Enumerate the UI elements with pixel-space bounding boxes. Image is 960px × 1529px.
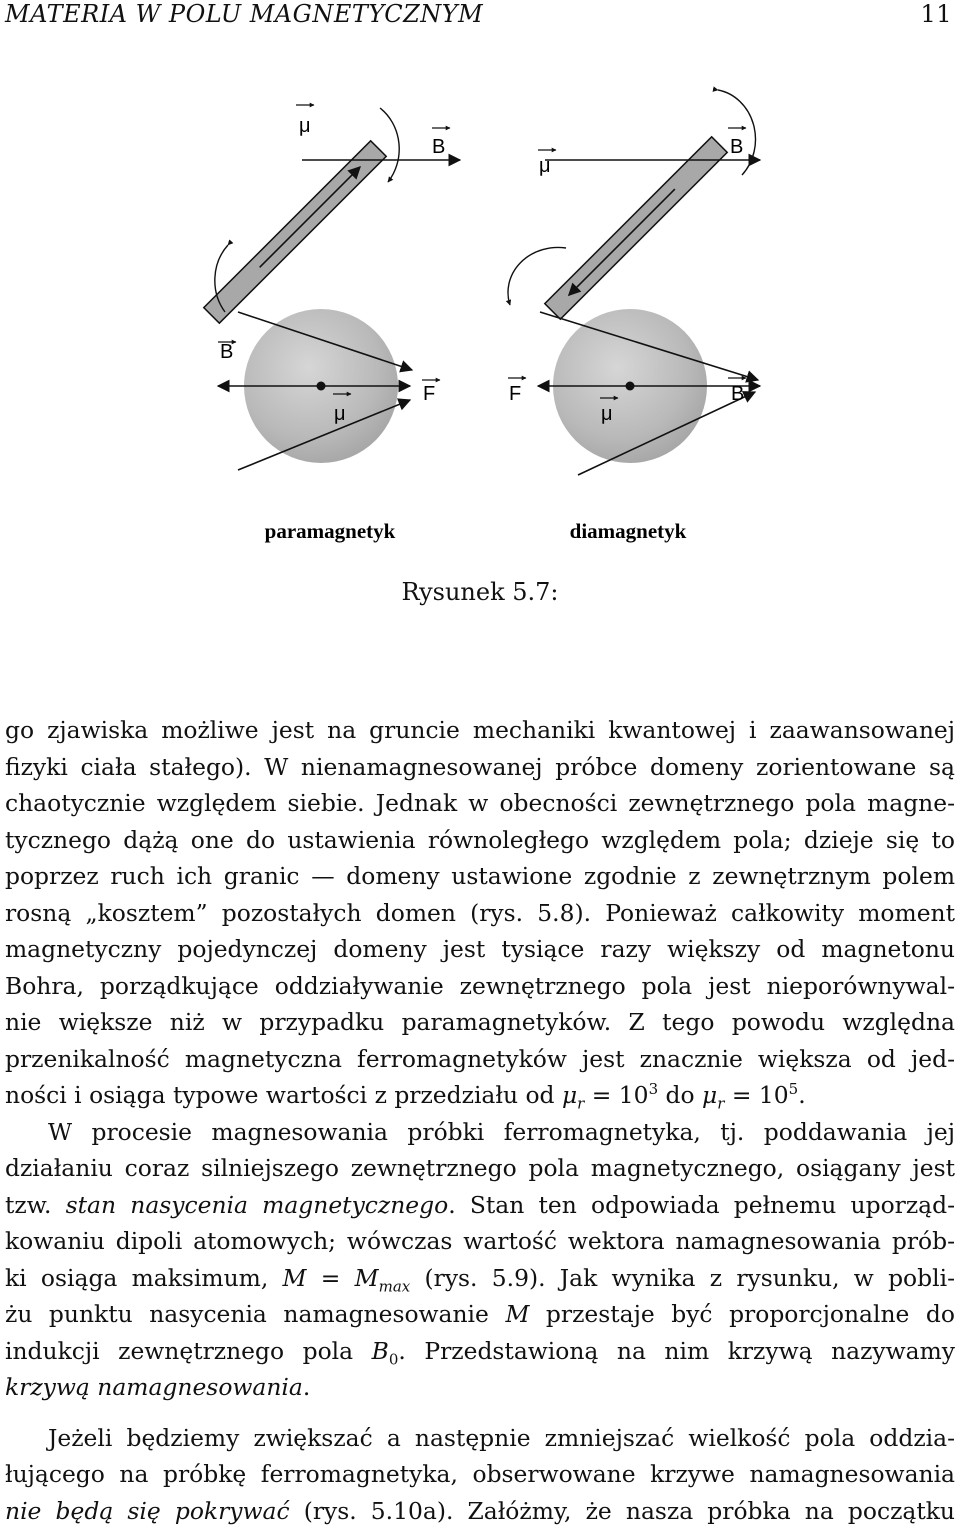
text-line: magnetyczny pojedynczej domeny jest tysiące razy większy od magnetonu [5, 931, 955, 968]
paramagnet-rod-diagram [189, 80, 460, 323]
running-head [0, 0, 960, 30]
text-line: tzw. stan nasycenia magnetycznego. Stan ten odpowiada pełnemu uporząd- [5, 1187, 955, 1224]
f-label [422, 380, 440, 405]
mu-label [538, 150, 556, 177]
b-label [218, 341, 236, 363]
text-line: nie większe niż w przypadku paramagnetyków. Z tego powodu względna [5, 1004, 955, 1041]
b-label [432, 128, 450, 158]
svg-text:B: B [220, 341, 233, 363]
text-line: Bohra, porządkujące oddziaływanie zewnętrznego pola jest nieporównywal- [5, 968, 955, 1005]
f-label [508, 378, 526, 405]
chapter-title: MATERIA W POLU MAGNETYCZNYM [5, 0, 483, 28]
figure-caption: Rysunek 5.7: [0, 578, 960, 606]
diamagnet-rod-diagram [508, 90, 760, 319]
rotation-arrow-icon [380, 108, 399, 182]
svg-text:F: F [509, 383, 521, 405]
paramagnet-label: paramagnetyk [265, 519, 396, 543]
mu-label [296, 105, 314, 137]
mu-vector-arrow [569, 189, 675, 295]
figure-5-7 [0, 80, 960, 560]
text-line: rosną „kosztem” pozostałych domen (rys. 5.8). Ponieważ całkowity moment [5, 895, 955, 932]
sphere-center-dot [317, 382, 326, 391]
sphere-center-dot [626, 382, 635, 391]
svg-text:B: B [731, 383, 744, 405]
text-line: Jeżeli będziemy zwiększać a następnie zmniejszać wielkość pola oddzia- [5, 1420, 955, 1457]
b-label [728, 128, 746, 158]
text-line: działaniu coraz silniejszego zewnętrznego pola magnetycznego, osiągany jest [5, 1150, 955, 1187]
b-label [728, 378, 746, 405]
diamagnet-sphere-diagram [508, 309, 760, 543]
svg-text:μ: μ [334, 403, 346, 425]
text-line: ności i osiąga typowe wartości z przedziału od $\mu_r = 10^3$ do $\mu_r = 10^5$. [5, 1077, 955, 1114]
text-line: W procesie magnesowania próbki ferromagnetyka, tj. poddawania jej [5, 1114, 955, 1151]
text-line: nie będą się pokrywać (rys. 5.10a). Załóżmy, że nasza próbka na początku [5, 1493, 955, 1529]
text-line: fizyki ciała stałego). W nienamagnesowanej próbce domeny zorientowane są [5, 749, 955, 786]
text-line: łującego na próbkę ferromagnetyka, obserwowane krzywe namagnesowania [5, 1456, 955, 1493]
text-line: krzywą namagnesowania. [5, 1369, 955, 1406]
text-line: indukcji zewnętrznego pola $B_0$. Przedstawioną na nim krzywą nazywamy [5, 1333, 955, 1370]
text-line: przenikalność magnetyczna ferromagnetyków jest znacznie większa od jed- [5, 1041, 955, 1078]
text-line: tycznego dążą one do ustawienia równoległego względem pola; dzieje się to [5, 822, 955, 859]
text-line: go zjawiska możliwe jest na gruncie mechaniki kwantowej i zaawansowanej [5, 712, 955, 749]
paramagnet-sphere-diagram [218, 309, 440, 543]
text-line: ki osiąga maksimum, $M = M_{max}$ (rys. 5.9). Jak wynika z rysunku, w pobli- [5, 1260, 955, 1297]
rotation-arrow-icon [718, 90, 755, 175]
text-line: chaotycznie względem siebie. Jednak w obecności zewnętrznego pola magne- [5, 785, 955, 822]
text-line: kowaniu dipoli atomowych; wówczas wartość wektora namagnesowania prób- [5, 1223, 955, 1260]
svg-text:B: B [432, 136, 445, 158]
svg-text:F: F [423, 383, 435, 405]
text-line: poprzez ruch ich granic — domeny ustawione zgodnie z zewnętrznym polem [5, 858, 955, 895]
diamagnet-label: diamagnetyk [570, 519, 687, 543]
text-line: żu punktu nasycenia namagnesowanie M przestaje być proporcjonalne do [5, 1296, 955, 1333]
page-number: 11 [920, 0, 952, 28]
mu-vector-arrow [260, 167, 360, 267]
svg-text:B: B [730, 136, 743, 158]
svg-text:μ: μ [299, 115, 311, 137]
body-text [5, 712, 955, 1529]
svg-text:μ: μ [601, 403, 613, 425]
svg-text:μ: μ [539, 155, 551, 177]
